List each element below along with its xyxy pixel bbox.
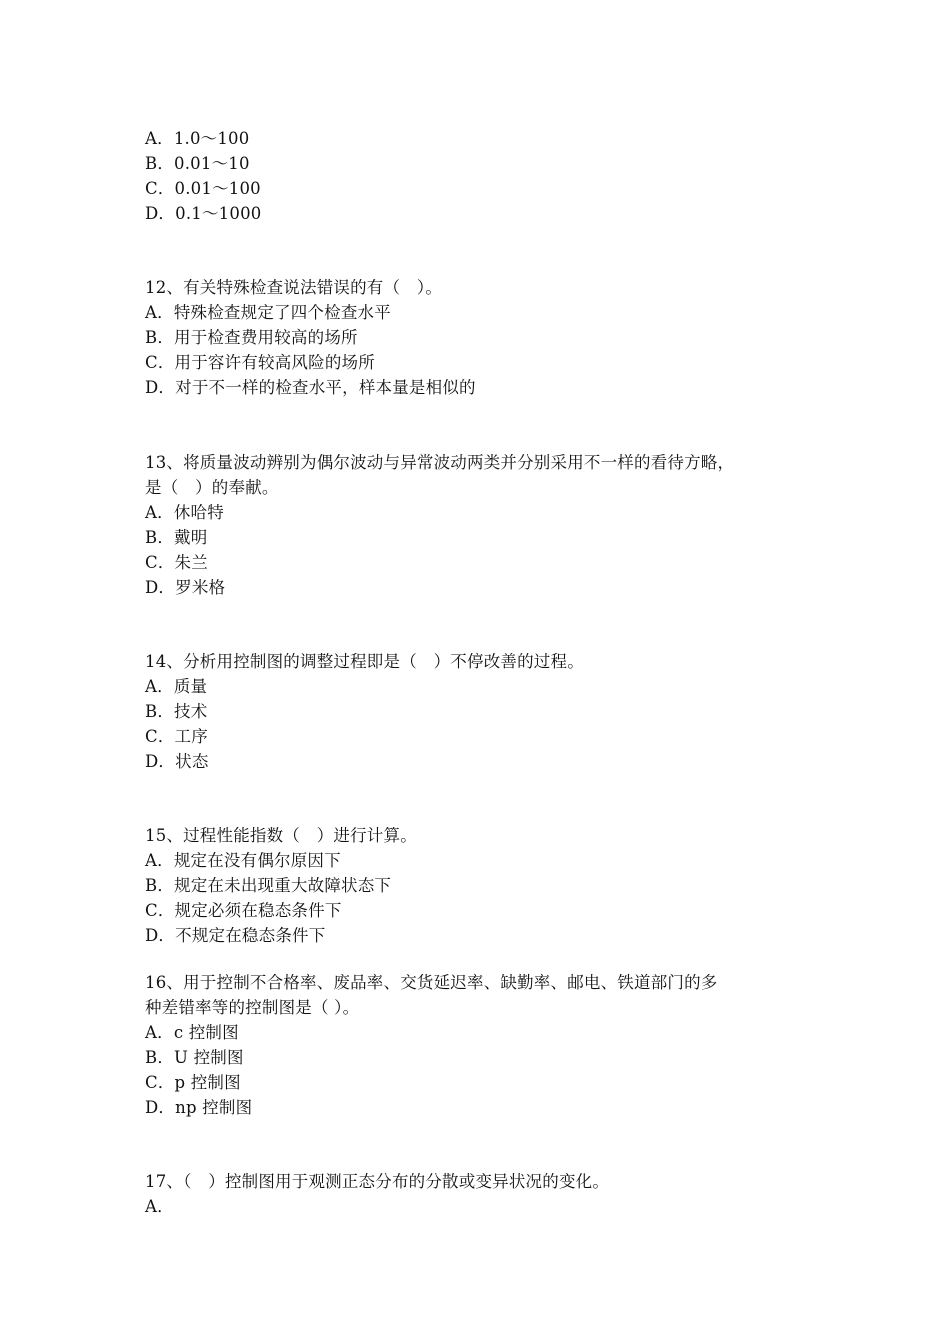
q16-option-a: A．c 控制图 xyxy=(145,1023,239,1042)
q12-option-d: D．对于不一样的检查水平，样本量是相似的 xyxy=(145,378,476,397)
q16-option-d: D．np 控制图 xyxy=(145,1098,253,1117)
q14-option-b: B．技术 xyxy=(145,702,208,721)
q12-option-c: C．用于容许有较高风险的场所 xyxy=(145,353,375,372)
q14-option-d: D．状态 xyxy=(145,752,209,771)
q15-option-b: B．规定在未出现重大故障状态下 xyxy=(145,876,392,895)
q11-option-d: D．0.1～1000 xyxy=(145,204,262,223)
q17-stem: 17、（ ）控制图用于观测正态分布的分散或变异状况的变化。 xyxy=(145,1172,610,1191)
q13-stem-line2: 是（ ）的奉献。 xyxy=(145,478,279,497)
q11-option-c: C．0.01～100 xyxy=(145,179,261,198)
q13-option-c: C．朱兰 xyxy=(145,553,208,572)
q16-option-b: B．U 控制图 xyxy=(145,1048,244,1067)
q12-option-b: B．用于检查费用较高的场所 xyxy=(145,328,358,347)
q13-option-b: B．戴明 xyxy=(145,528,208,547)
q16-stem-line1: 16、用于控制不合格率、废品率、交货延迟率、缺勤率、邮电、铁道部门的多 xyxy=(145,973,718,992)
q13-option-a: A．休哈特 xyxy=(145,503,224,522)
q15-stem: 15、过程性能指数（ ）进行计算。 xyxy=(145,826,417,845)
q11-option-b: B．0.01～10 xyxy=(145,154,250,173)
q14-stem: 14、分析用控制图的调整过程即是（ ）不停改善的过程。 xyxy=(145,652,584,671)
q13-option-d: D．罗米格 xyxy=(145,578,226,597)
q15-option-d: D．不规定在稳态条件下 xyxy=(145,926,326,945)
q11-option-a: A．1.0～100 xyxy=(145,129,250,148)
q12-stem: 12、有关特殊检查说法错误的有（ ）。 xyxy=(145,278,443,297)
q13-stem-line1: 13、将质量波动辨别为偶尔波动与异常波动两类并分别采用不一样的看待方略， xyxy=(145,453,735,472)
q17-option-a: A． xyxy=(145,1197,174,1216)
q12-option-a: A．特殊检查规定了四个检查水平 xyxy=(145,303,391,322)
q14-option-c: C．工序 xyxy=(145,727,208,746)
q16-option-c: C．p 控制图 xyxy=(145,1073,241,1092)
q15-option-c: C．规定必须在稳态条件下 xyxy=(145,901,342,920)
q14-option-a: A．质量 xyxy=(145,677,208,696)
q16-stem-line2: 种差错率等的控制图是（ ）。 xyxy=(145,998,360,1017)
q15-option-a: A．规定在没有偶尔原因下 xyxy=(145,851,341,870)
